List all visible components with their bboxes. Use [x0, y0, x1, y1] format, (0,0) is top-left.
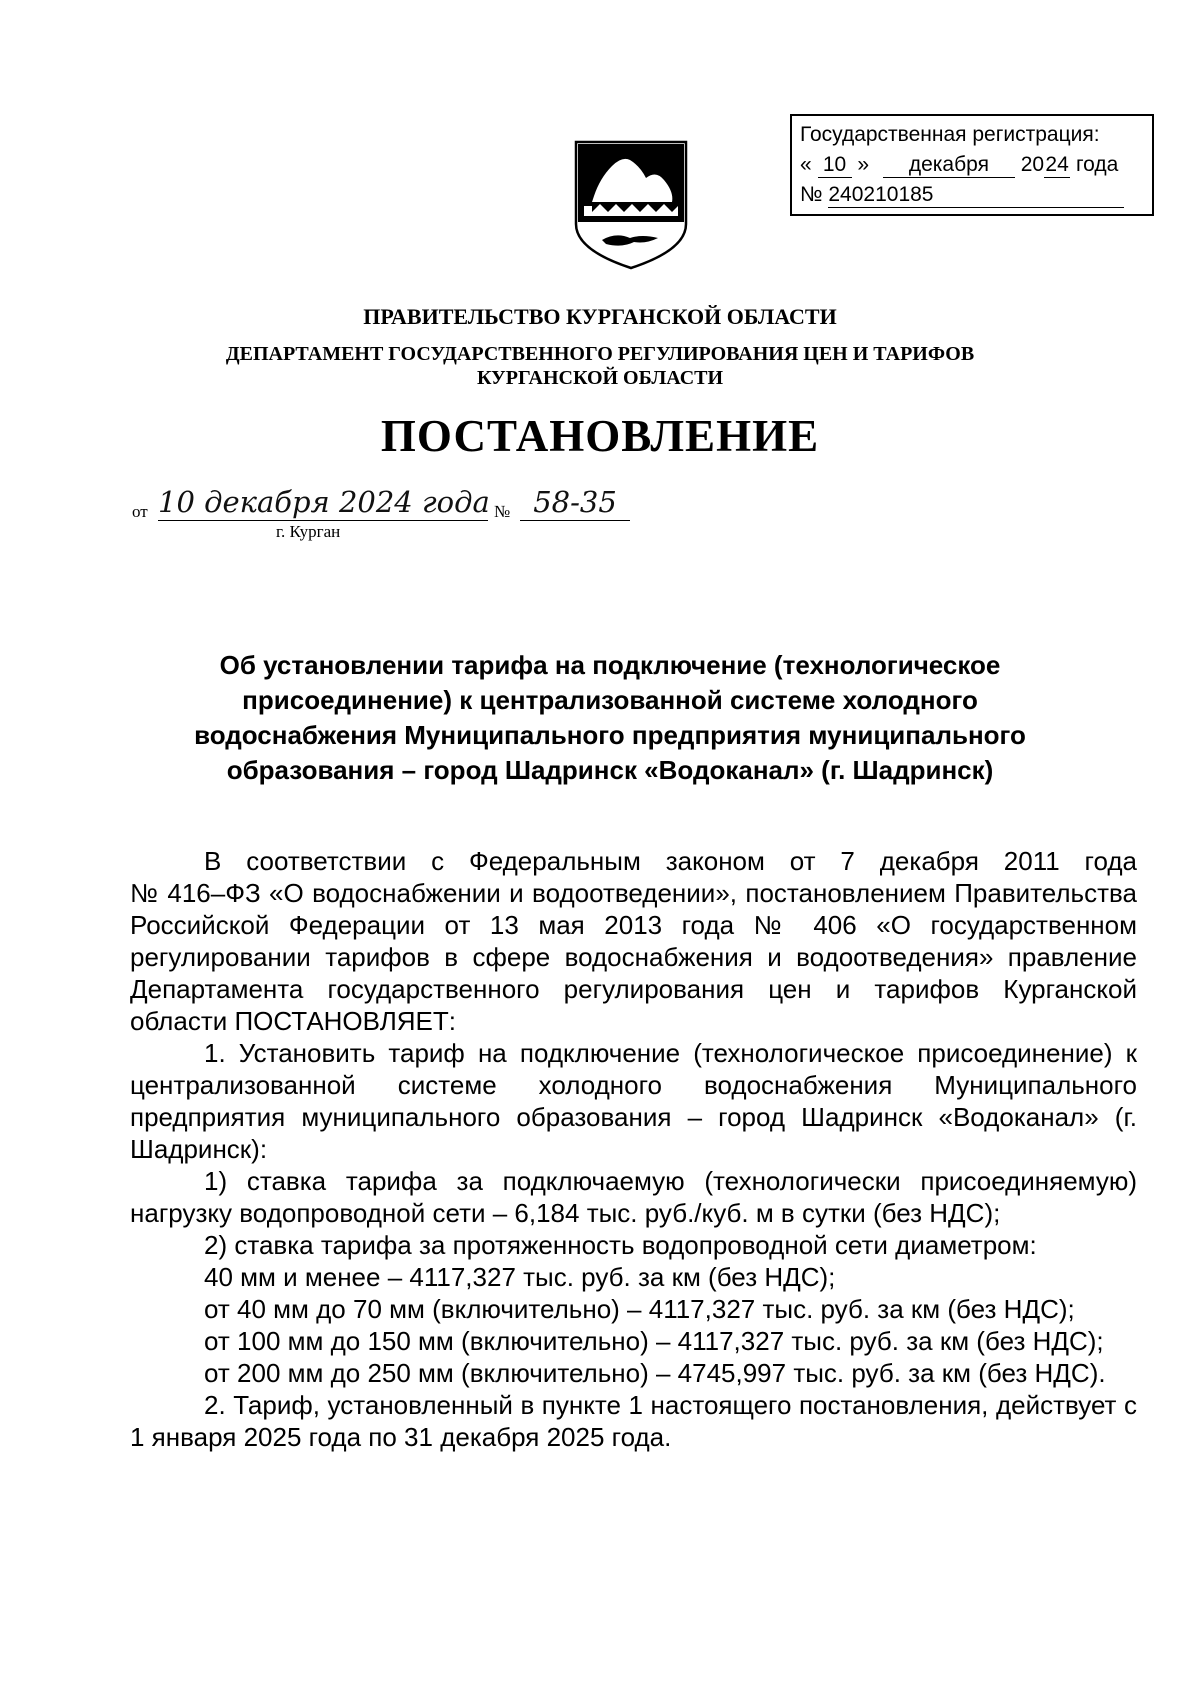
registration-month: декабря [883, 153, 1015, 178]
registration-year-prefix: 20 [1020, 153, 1045, 176]
department-name-line2: КУРГАНСКОЙ ОБЛАСТИ [476, 367, 724, 389]
date-from-label: от [132, 502, 148, 521]
date-number-line [132, 484, 652, 544]
department-name-line1: ДЕПАРТАМЕНТ ГОСУДАРСТВЕННОГО РЕГУЛИРОВАНИЯ ЦЕН И ТАРИФОВ [225, 343, 975, 365]
registration-number: 240210185 [828, 183, 1124, 208]
city-label: г. Курган [276, 522, 341, 541]
document-number-label: № [494, 502, 511, 521]
registration-day: 10 [818, 153, 852, 178]
handwritten-date: 10 декабря 2024 года [158, 485, 490, 519]
department-name [0, 342, 1200, 390]
handwritten-number: 58-35 [520, 484, 630, 521]
registration-heading: Государственная регистрация: [800, 123, 1100, 146]
registration-year-suffix: 24 [1045, 153, 1069, 176]
registration-stamp [790, 114, 1154, 216]
document-title: Об установлении тарифа на подключение (технологическое присоединение) к централизованной системе холодного водоснабжения Муниципального предприятия муниципального образования – город Шадринск «Водоканал» (г. Шадринск) [194, 650, 1026, 785]
diameter-rate-4: от 200 мм до 250 мм (включительно) – 4745,997 тыс. руб. за км (без НДС). [204, 1358, 1106, 1388]
registration-day-open: « [800, 153, 812, 176]
registration-number-row [800, 180, 1152, 210]
document-type: ПОСТАНОВЛЕНИЕ [380, 411, 820, 461]
registration-number-label: № [800, 183, 823, 206]
registration-day-close: » [857, 153, 870, 176]
document-body [130, 845, 1137, 1453]
preamble-first-line: В соответствии с Федеральным законом от 7 декабря 2011 года [204, 846, 1137, 876]
registration-date-row [800, 150, 1152, 180]
clause-1-subitem-2: 2) ставка тарифа за протяженность водопроводной сети диаметром: [204, 1230, 1037, 1260]
registration-year-word: года [1075, 153, 1119, 176]
coat-of-arms-icon [572, 138, 690, 272]
diameter-rate-3: от 100 мм до 150 мм (включительно) – 4117,327 тыс. руб. за км (без НДС); [204, 1326, 1104, 1356]
clause-1-subitem-1: 1) ставка тарифа за подключаемую (технологически присоединяемую) нагрузку водопроводной сети – 6,184 тыс. руб./куб. м в сутки (без НДС); [130, 1166, 1137, 1228]
diameter-rate-1: 40 мм и менее – 4117,327 тыс. руб. за км (без НДС); [204, 1262, 836, 1292]
diameter-rate-2: от 40 мм до 70 мм (включительно) – 4117,327 тыс. руб. за км (без НДС); [204, 1294, 1075, 1324]
clause-1: 1. Установить тариф на подключение (технологическое присоединение) к централизованной системе холодного водоснабжения Муниципального предприятия муниципального образования – город Шадринск «Водоканал» (г. Шадринск): [130, 1038, 1137, 1164]
clause-2: 2. Тариф, установленный в пункте 1 настоящего постановления, действует с 1 января 2025 года по 31 декабря 2025 года. [130, 1390, 1137, 1452]
government-name: ПРАВИТЕЛЬСТВО КУРГАНСКОЙ ОБЛАСТИ [363, 304, 837, 329]
preamble-text: № 416–ФЗ «О водоснабжении и водоотведении», постановлением Правительства Российской Федерации от 13 мая 2013 года № 406 «О государственном регулировании тарифов в сфере водоснабжения и водоотведения» правление Департамента государственного регулирования цен и тарифов Курганской области ПОСТАНОВЛЯЕТ: [130, 878, 1137, 1036]
